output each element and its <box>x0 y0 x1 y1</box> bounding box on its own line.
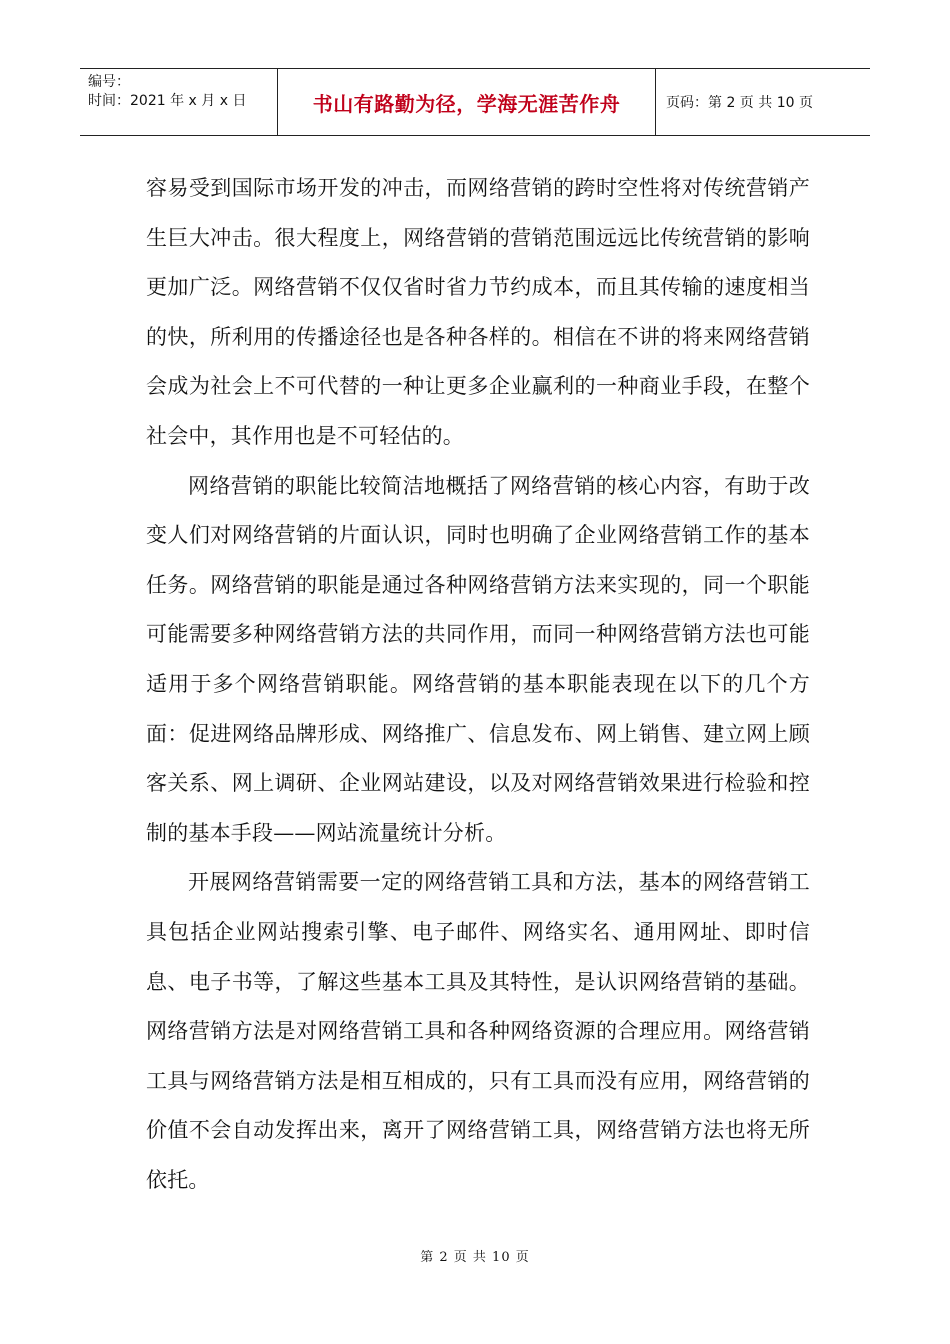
document-body <box>146 164 810 1205</box>
footer-page-number: 第 2 页 共 10 页 <box>420 1250 530 1265</box>
header-meta-cell <box>80 69 278 135</box>
body-paragraph: 网络营销的职能比较简洁地概括了网络营销的核心内容，有助于改变人们对网络营销的片面认识，同时也明确了企业网络营销工作的基本任务。网络营销的职能是通过各种网络营销方法来实现的，同一个职能可能需要多种网络营销方法的共同作用，而同一种网络营销方法也可能适用于多个网络营销职能。网络营销的基本职能表现在以下的几个方面：促进网络品牌形成、网络推广、信息发布、网上销售、建立网上顾客关系、网上调研、企业网站建设，以及对网络营销效果进行检验和控制的基本手段——网站流量统计分析。 <box>146 473 810 845</box>
body-paragraph: 开展网络营销需要一定的网络营销工具和方法，基本的网络营销工具包括企业网站搜索引擎、电子邮件、网络实名、通用网址、即时信息、电子书等，了解这些基本工具及其特性，是认识网络营销的基础。网络营销方法是对网络营销工具和各种网络资源的合理应用。网络营销工具与网络营销方法是相互相成的，只有工具而没有应用，网络营销的价值不会自动发挥出来，离开了网络营销工具，网络营销方法也将无所依托。 <box>146 870 810 1192</box>
header-motto: 书山有路勤为径，学海无涯苦作舟 <box>312 91 621 116</box>
page-footer <box>0 1246 950 1265</box>
document-header <box>80 68 870 136</box>
header-page-cell <box>656 69 870 135</box>
body-paragraph: 容易受到国际市场开发的冲击，而网络营销的跨时空性将对传统营销产生巨大冲击。很大程度上，网络营销的营销范围远远比传统营销的影响更加广泛。网络营销不仅仅省时省力节约成本，而且其传输的速度相当的快，所利用的传播途径也是各种各样的。相信在不讲的将来网络营销会成为社会上不可代替的一种让更多企业赢利的一种商业手段，在整个社会中，其作用也是不可轻估的。 <box>146 176 810 448</box>
header-motto-cell <box>278 69 656 135</box>
document-number-label: 编号： <box>88 74 130 90</box>
header-page-info: 页码：第 2 页 共 10 页 <box>666 95 813 111</box>
document-date: 时间：2021 年 x 月 x 日 <box>88 93 247 109</box>
